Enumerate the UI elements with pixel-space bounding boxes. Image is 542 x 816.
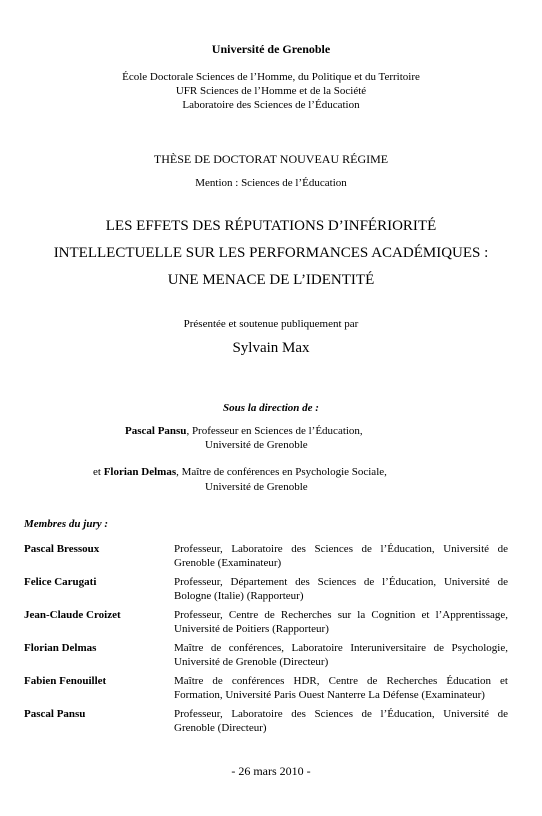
supervisor-name: Pascal Pansu: [125, 425, 187, 437]
supervisor-2: [93, 466, 387, 478]
jury-member-role: Maître de conférences, Laboratoire Interuniversitaire de Psychologie, Université de Grenoble (Directeur): [174, 642, 508, 668]
presented-by-label: Présentée et soutenue publiquement par: [183, 318, 359, 330]
jury-heading: Membres du jury :: [24, 518, 109, 530]
supervisor-prefix: et: [93, 466, 104, 478]
jury-member-name: Pascal Bressoux: [24, 543, 100, 555]
thesis-mention: Mention : Sciences de l’Éducation: [195, 177, 347, 189]
university-name: Université de Grenoble: [211, 42, 331, 56]
jury-member: [24, 608, 508, 636]
thesis-type: THÈSE DE DOCTORAT NOUVEAU RÉGIME: [153, 152, 389, 166]
supervision-heading: Sous la direction de :: [223, 402, 319, 414]
defense-date: - 26 mars 2010 -: [231, 764, 311, 778]
supervisor-name: Florian Delmas: [103, 466, 177, 478]
thesis-title-line: UNE MENACE DE L’IDENTITÉ: [167, 272, 375, 288]
author-name: Sylvain Max: [232, 340, 310, 356]
supervisor-1-affiliation: Université de Grenoble: [205, 439, 308, 451]
jury-member: [24, 641, 508, 669]
jury-member-role: Maître de conférences HDR, Centre de Recherches Éducation et Formation, Université Paris Ouest Nanterre La Défense (Examinateur): [174, 675, 508, 701]
laboratory-name: Laboratoire des Sciences de l’Éducation: [182, 99, 360, 111]
ufr-name: UFR Sciences de l’Homme et de la Société: [175, 85, 367, 97]
jury-member-role: Professeur, Centre de Recherches sur la Cognition et l’Apprentissage, Université de Poitiers (Rapporteur): [174, 609, 508, 635]
jury-member-role: Professeur, Laboratoire des Sciences de l’Éducation, Université de Grenoble (Examinateur): [174, 543, 508, 569]
supervisor-role: , Maître de conférences en Psychologie Sociale,: [176, 466, 387, 478]
doctoral-school: École Doctorale Sciences de l’Homme, du Politique et du Territoire: [122, 71, 420, 83]
jury-member-name: Jean-Claude Croizet: [24, 609, 121, 621]
jury-member-role: Professeur, Laboratoire des Sciences de l’Éducation, Université de Grenoble (Directeur): [174, 708, 508, 734]
thesis-title: [0, 213, 542, 294]
supervisor-role: , Professeur en Sciences de l’Éducation,: [186, 425, 363, 437]
jury-member-name: Fabien Fenouillet: [24, 675, 107, 687]
jury-member: [24, 542, 508, 570]
jury-member-name: Felice Carugati: [24, 576, 97, 588]
jury-member: [24, 575, 508, 603]
jury-list: [24, 542, 508, 740]
jury-member-name: Pascal Pansu: [24, 708, 86, 720]
institution-block: [0, 70, 542, 112]
jury-member-name: Florian Delmas: [24, 642, 97, 654]
jury-member-role: Professeur, Département des Sciences de l’Éducation, Université de Bologne (Italie) (Rapporteur): [174, 576, 508, 602]
thesis-title-line: INTELLECTUELLE SUR LES PERFORMANCES ACADÉMIQUES :: [53, 245, 489, 261]
jury-member: [24, 674, 508, 702]
supervisor-2-affiliation: Université de Grenoble: [205, 481, 308, 493]
supervisor-1: [125, 425, 363, 437]
thesis-title-line: LES EFFETS DES RÉPUTATIONS D’INFÉRIORITÉ: [105, 218, 437, 234]
jury-member: [24, 707, 508, 735]
